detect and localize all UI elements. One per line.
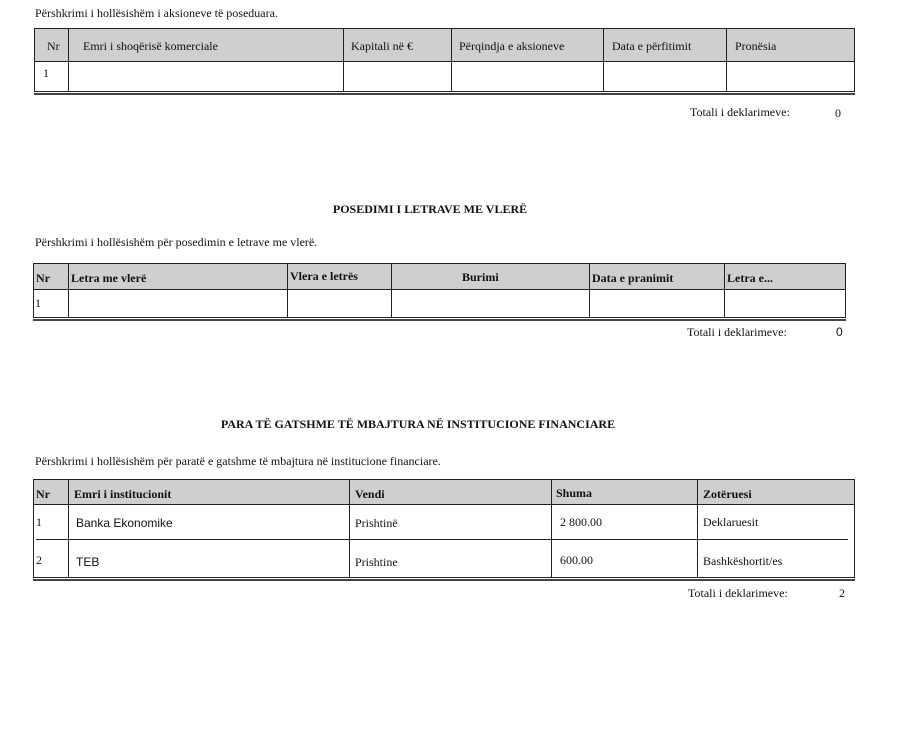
column-header: Nr [36, 271, 50, 285]
table-row-number: 1 [35, 296, 41, 310]
cash-amount: 600.00 [560, 553, 593, 567]
institution-place: Prishtinë [355, 516, 398, 530]
column-header: Nr [47, 39, 60, 53]
cash-amount: 2 800.00 [560, 515, 602, 529]
column-header: Kapitali në € [351, 39, 413, 53]
column-header: Përqindja e aksioneve [459, 39, 565, 53]
column-header: Emri i shoqërisë komerciale [83, 39, 218, 53]
section3-total-label: Totali i deklarimeve: [688, 586, 788, 600]
shares-table [34, 28, 855, 92]
table-bottom-rule [34, 93, 855, 95]
section3-description: Përshkrimi i hollësishëm për paratë e gatshme të mbajtura në institucione financiare. [35, 454, 441, 468]
column-header: Data e përfitimit [612, 39, 692, 53]
column-header: Vendi [355, 487, 385, 501]
cash-owner: Deklaruesit [703, 515, 759, 529]
column-header: Emri i institucionit [74, 487, 172, 501]
section2-total-value: 0 [836, 325, 843, 339]
column-header: Nr [36, 487, 50, 501]
institution-name: Banka Ekonomike [76, 516, 173, 530]
section2-total-label: Totali i deklarimeve: [687, 325, 787, 339]
column-header: Pronësia [735, 39, 777, 53]
column-header: Zotëruesi [703, 487, 752, 501]
table-row-number: 1 [36, 515, 42, 529]
cash-owner: Bashkëshortit/es [703, 554, 783, 568]
section1-description: Përshkrimi i hollësishëm i aksioneve të poseduara. [35, 6, 278, 20]
column-header: Vlera e letrës [290, 269, 358, 283]
table-row-number: 1 [43, 66, 49, 80]
section3-title: PARA TË GATSHME TË MBAJTURA NË INSTITUCIONE FINANCIARE [220, 417, 616, 431]
section1-total-value: 0 [835, 106, 841, 120]
section3-total-value: 2 [839, 586, 845, 600]
securities-table [33, 263, 846, 318]
cash-table [33, 479, 855, 578]
section2-description: Përshkrimi i hollësishëm për posedimin e letrave me vlerë. [35, 235, 318, 249]
column-header: Data e pranimit [592, 271, 674, 285]
section2-title: POSEDIMI I LETRAVE ME VLERË [332, 202, 528, 216]
table-bottom-rule [33, 319, 846, 321]
table-row-number: 2 [36, 553, 42, 567]
institution-name: TEB [76, 555, 100, 569]
column-header: Letra e... [727, 271, 773, 285]
institution-place: Prishtine [355, 555, 398, 569]
column-header: Burimi [462, 270, 499, 284]
column-header: Shuma [556, 486, 593, 500]
table-bottom-rule [33, 579, 855, 581]
column-header: Letra me vlerë [71, 271, 147, 285]
section1-total-label: Totali i deklarimeve: [690, 105, 790, 119]
